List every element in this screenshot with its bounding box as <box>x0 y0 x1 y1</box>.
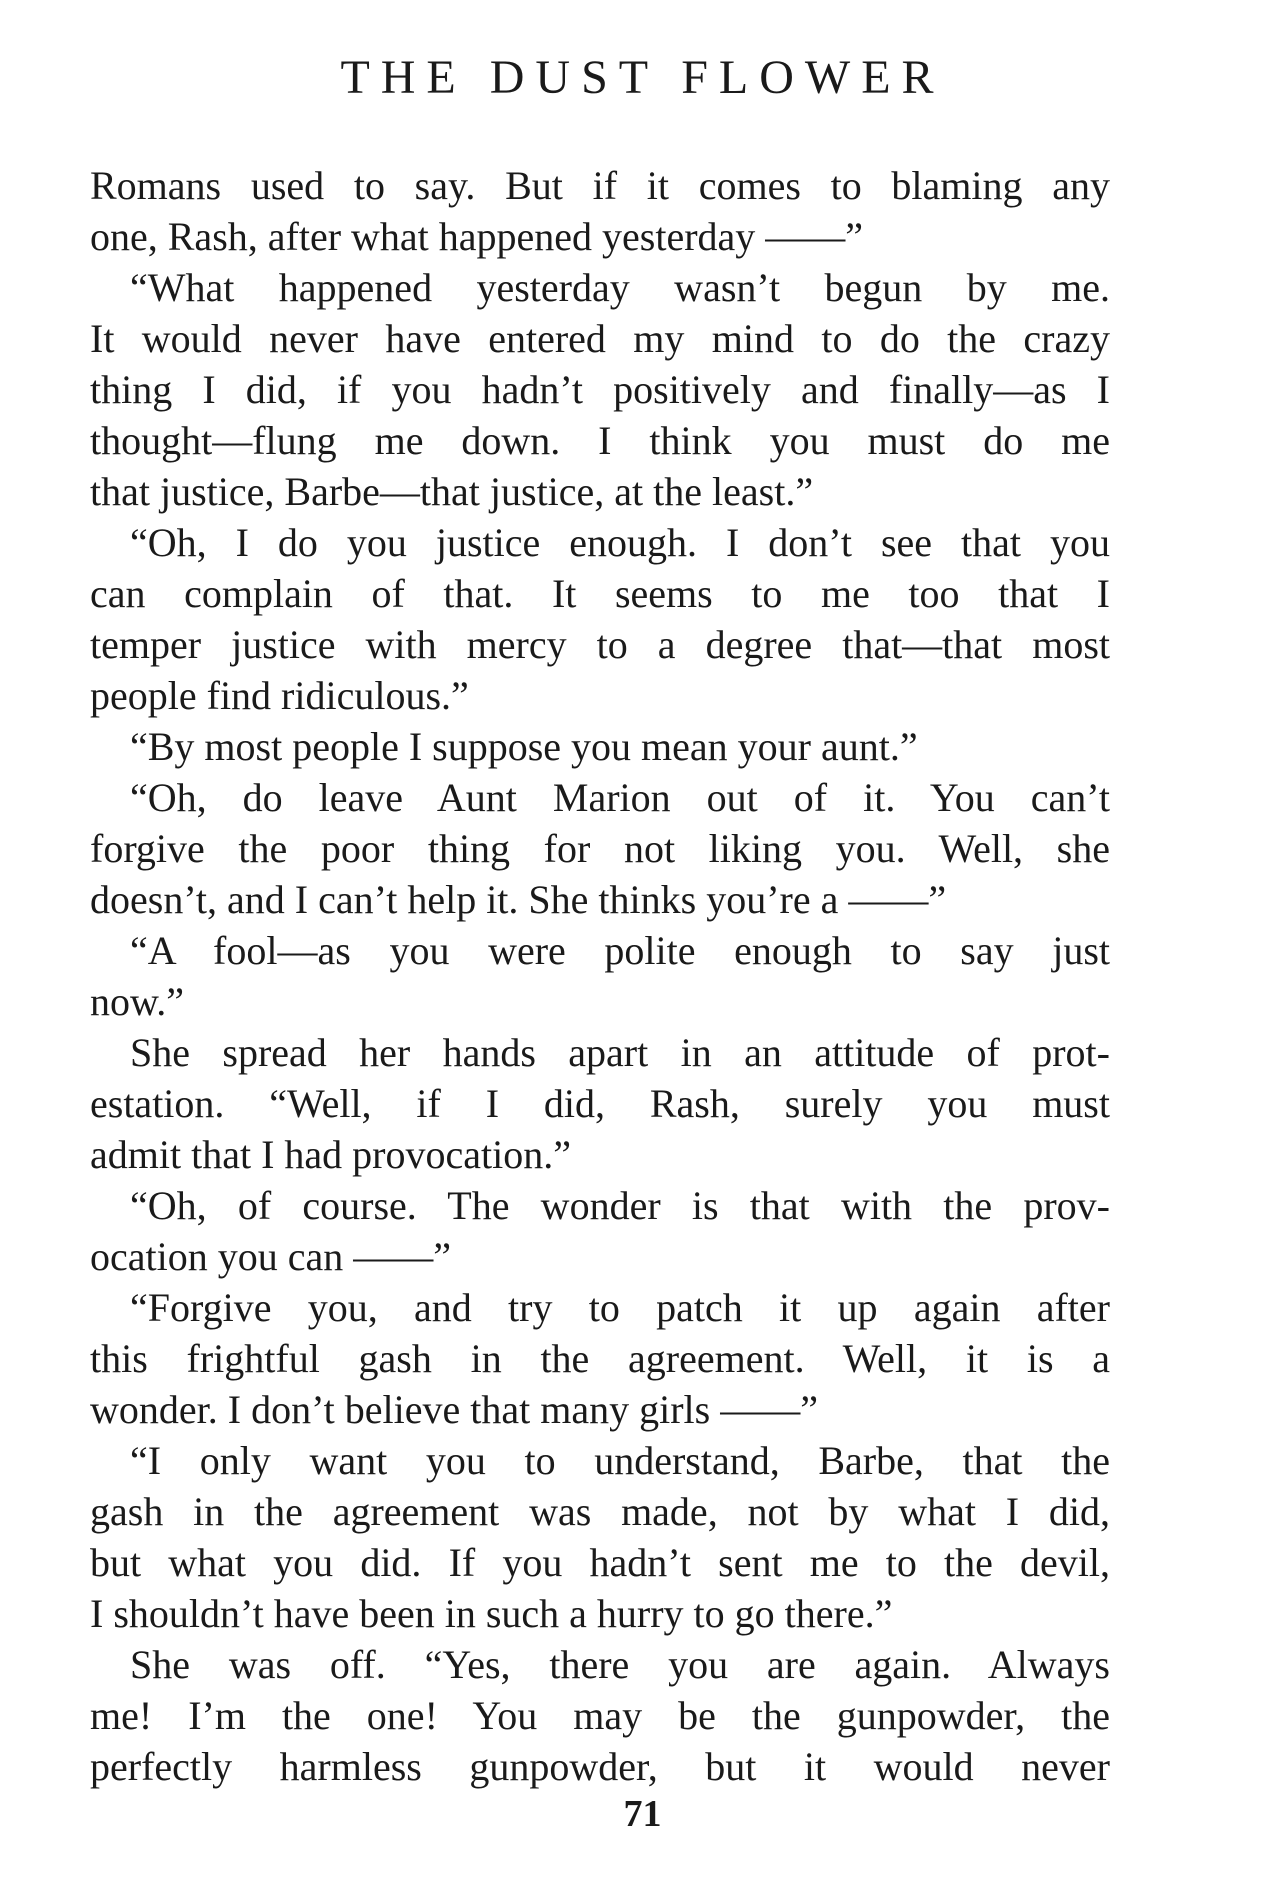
text-line: I shouldn’t have been in such a hurry to go there.” <box>90 1591 893 1636</box>
text-line: perfectly harmless gunpowder, but it would never <box>90 1744 1110 1789</box>
text-line: thought—flung me down. I think you must do me <box>90 418 1110 463</box>
text-line: It would never have entered my mind to do the crazy <box>90 316 1110 361</box>
text-line: admit that I had provocation.” <box>90 1132 571 1177</box>
text-line: me! I’m the one! You may be the gunpowder, the <box>90 1693 1110 1738</box>
text-line: thing I did, if you hadn’t positively and finally—as I <box>90 367 1110 412</box>
text-line: “I only want you to understand, Barbe, that the <box>130 1438 1110 1483</box>
text-line: forgive the poor thing for not liking you. Well, she <box>90 826 1110 871</box>
text-line: “A fool—as you were polite enough to say just <box>130 928 1110 973</box>
text-line: “Forgive you, and try to patch it up again after <box>130 1285 1110 1330</box>
text-line: doesn’t, and I can’t help it. She thinks you’re a ——” <box>90 877 947 922</box>
text-line: Romans used to say. But if it comes to blaming any <box>90 163 1110 208</box>
text-line: that justice, Barbe—that justice, at the least.” <box>90 469 814 514</box>
text-line: “Oh, of course. The wonder is that with the prov- <box>130 1183 1110 1228</box>
text-line: wonder. I don’t believe that many girls ——” <box>90 1387 818 1432</box>
text-line: “By most people I suppose you mean your aunt.” <box>130 724 918 769</box>
text-line: She spread her hands apart in an attitude of prot- <box>130 1030 1110 1075</box>
text-line: people find ridiculous.” <box>90 673 469 718</box>
text-line: can complain of that. It seems to me too that I <box>90 571 1110 616</box>
text-line: now.” <box>90 979 185 1024</box>
body-text <box>90 160 1110 1792</box>
text-line: She was off. “Yes, there you are again. Always <box>130 1642 1110 1687</box>
text-line: but what you did. If you hadn’t sent me to the devil, <box>90 1540 1110 1585</box>
page-number: 71 <box>623 1793 662 1835</box>
text-line: “Oh, do leave Aunt Marion out of it. You can’t <box>130 775 1110 820</box>
text-line: this frightful gash in the agreement. Well, it is a <box>90 1336 1110 1381</box>
text-line: “What happened yesterday wasn’t begun by me. <box>130 265 1110 310</box>
text-line: estation. “Well, if I did, Rash, surely you must <box>90 1081 1110 1126</box>
text-line: gash in the agreement was made, not by what I did, <box>90 1489 1110 1534</box>
text-line: temper justice with mercy to a degree that—that most <box>90 622 1110 667</box>
text-line: ocation you can ——” <box>90 1234 451 1279</box>
text-line: one, Rash, after what happened yesterday ——” <box>90 214 864 259</box>
text-line: “Oh, I do you justice enough. I don’t see that you <box>130 520 1110 565</box>
running-head: THE DUST FLOWER <box>340 51 945 104</box>
